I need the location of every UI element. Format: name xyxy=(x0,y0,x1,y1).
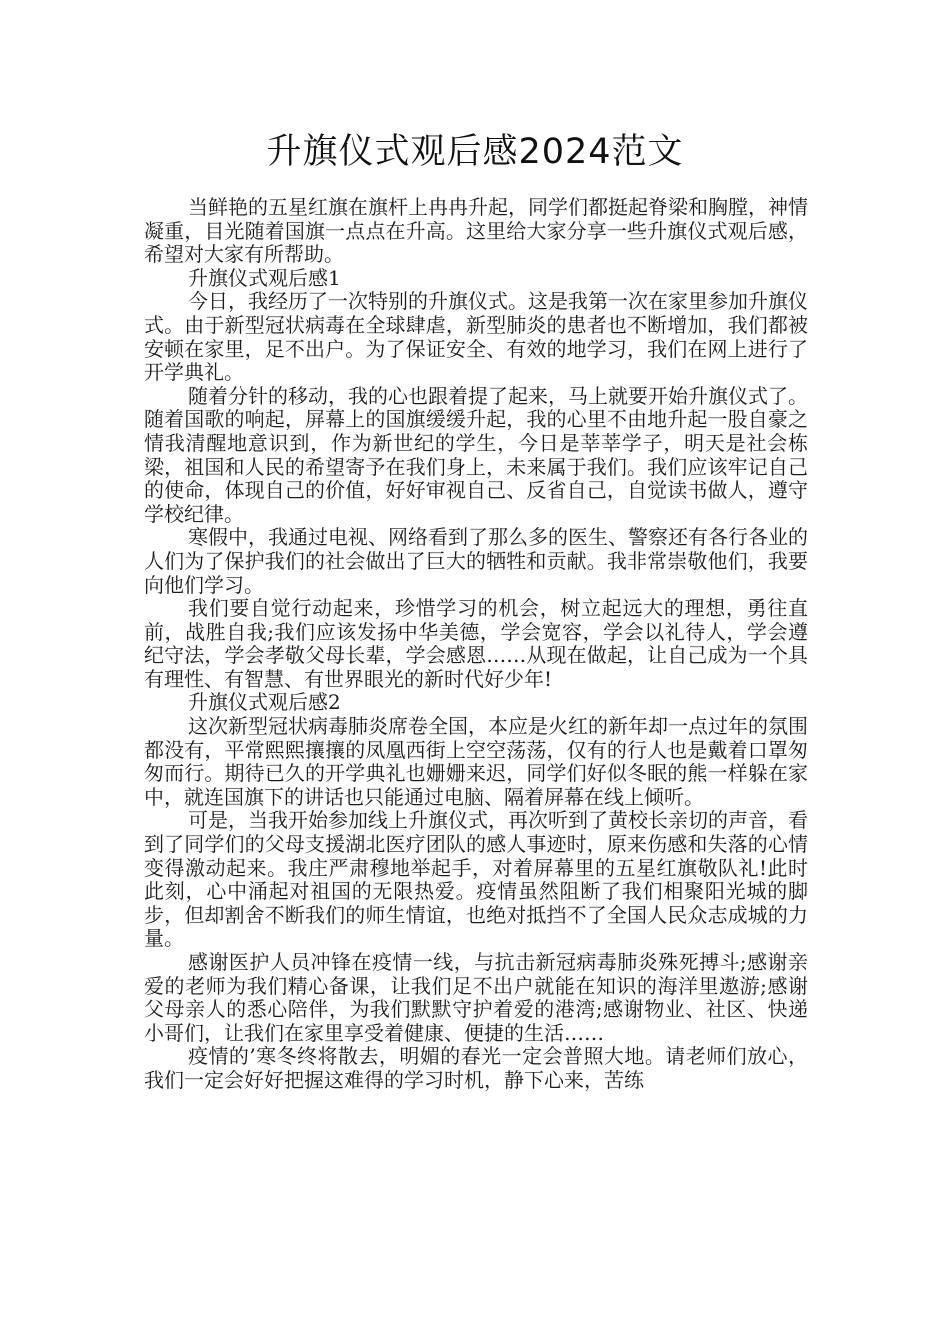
body-paragraph: 可是，当我开始参加线上升旗仪式，再次听到了黄校长亲切的声音，看到了同学们的父母支援湖北医疗团队的感人事迹时，原来伤感和失落的心情变得激动起来。我庄严肃穆地举起手，对着屏幕里的五星红旗敬队礼!此时此刻，心中涌起对祖国的无限热爱。疫情虽然阻断了我们相聚阳光城的脚步，但却割舍不断我们的师生情谊，也绝对抵挡不了全国人民众志成城的力量。 xyxy=(144,808,808,951)
body-paragraph: 疫情的’寒冬终将散去，明媚的春光一定会普照大地。请老师们放心，我们一定会好好把握这难得的学习时机，静下心来，苦练 xyxy=(144,1044,808,1092)
section-heading-1: 升旗仪式观后感1 xyxy=(188,265,341,290)
intro-paragraph: 当鲜艳的五星红旗在旗杆上冉冉升起，同学们都挺起脊梁和胸膛，神情凝重，目光随着国旗一点点在升高。这里给大家分享一些升旗仪式观后感，希望对大家有所帮助。 xyxy=(144,195,808,267)
body-paragraph: 寒假中，我通过电视、网络看到了那么多的医生、警察还有各行各业的人们为了保护我们的社会做出了巨大的牺牲和贡献。我非常崇敬他们，我要向他们学习。 xyxy=(144,525,808,597)
section-heading-2: 升旗仪式观后感2 xyxy=(188,690,341,715)
body-paragraph: 随着分针的移动，我的心也跟着提了起来，马上就要开始升旗仪式了。随着国歌的响起，屏幕上的国旗缓缓升起，我的心里不由地升起一股自豪之情我清醒地意识到，作为新世纪的学生，今日是莘莘学子，明天是社会栋梁，祖国和人民的希望寄予在我们身上，未来属于我们。我们应该牢记自己的使命，体现自己的价值，好好审视自己、反省自己，自觉读书做人，遵守学校纪律。 xyxy=(144,383,808,526)
body-paragraph: 这次新型冠状病毒肺炎席卷全国，本应是火红的新年却一点过年的氛围都没有，平常熙熙攘攘的凤凰西街上空空荡荡，仅有的行人也是戴着口罩匆匆而行。期待已久的开学典礼也姗姗来迟，同学们好似冬眠的熊一样躲在家中，就连国旗下的讲话也只能通过电脑、隔着屏幕在线上倾听。 xyxy=(144,714,808,809)
body-paragraph: 今日，我经历了一次特别的升旗仪式。这是我第一次在家里参加升旗仪式。由于新型冠状病毒在全球肆虐，新型肺炎的患者也不断增加，我们都被安顿在家里，足不出户。为了保证安全、有效的地学习，我们在网上进行了开学典礼。 xyxy=(144,289,808,385)
body-paragraph: 我们要自觉行动起来，珍惜学习的机会，树立起远大的理想，勇往直前，战胜自我;我们应该发扬中华美德，学会宽容，学会以礼待人，学会遵纪守法，学会孝敬父母长辈，学会感恩……从现在做起，让自己成为一个具有理性、有智慧、有世界眼光的新时代好少年! xyxy=(144,596,808,691)
body-paragraph: 感谢医护人员冲锋在疫情一线，与抗击新冠病毒肺炎殊死搏斗;感谢亲爱的老师为我们精心备课，让我们足不出户就能在知识的海洋里遨游;感谢父母亲人的悉心陪伴，为我们默默守护着爱的港湾;感谢物业、社区、快递小哥们，让我们在家里享受着健康、便捷的生活…… xyxy=(144,950,808,1045)
document-title: 升旗仪式观后感2024范文 xyxy=(266,132,684,172)
document-body xyxy=(144,196,808,1093)
